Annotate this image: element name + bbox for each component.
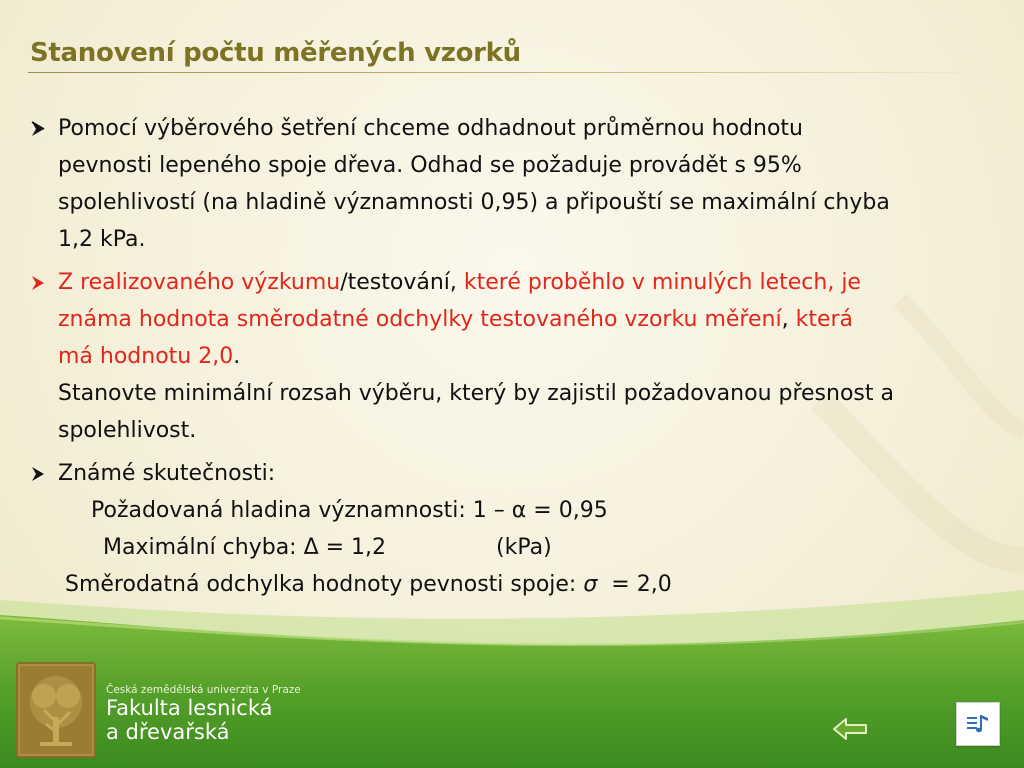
faculty-name-line-2: a dřevařská: [106, 720, 230, 744]
sigma-symbol: σ: [583, 572, 598, 597]
title-divider: [28, 72, 988, 73]
bullet-2-line-2: [58, 301, 1018, 338]
arrow-bullet-icon: [28, 455, 54, 492]
max-error-unit: (kPa): [496, 535, 552, 560]
bullet-1-line-1: Pomocí výběrového šetření chceme odhadnout průměrnou hodnotu: [58, 116, 803, 141]
known-fact-significance: Požadovaná hladina významnosti: 1 – α = 0,95: [91, 498, 608, 523]
back-button[interactable]: [832, 716, 870, 742]
max-error-label: Maximální chyba: Δ = 1,2: [103, 535, 387, 560]
bullet-2-line-1-black: /testování,: [340, 270, 464, 295]
std-dev-label: Směrodatná odchylka hodnoty pevnosti spoje:: [65, 572, 584, 597]
faculty-name-line-1: Fakulta lesnická: [106, 696, 273, 720]
known-facts-heading: Známé skutečnosti:: [58, 461, 276, 486]
university-name: Česká zemědělská univerzita v Praze: [106, 684, 301, 696]
bullet-2-line-3-black: .: [233, 344, 241, 369]
bullet-2-line-2-red: známa hodnota směrodatné odchylky testovaného vzorku měření: [58, 307, 782, 332]
bullet-item-1: [28, 110, 1018, 258]
document-button[interactable]: [956, 702, 1000, 746]
document-music-icon: [957, 703, 999, 745]
bullet-2-line-4: Stanovte minimální rozsah výběru, který by zajistil požadovanou přesnost a: [58, 381, 894, 406]
bullet-2-line-1-red-b: které proběhlo v minulých letech, je: [463, 270, 861, 295]
std-dev-value: = 2,0: [597, 572, 672, 597]
bullet-2-line-2-red-b: která: [795, 307, 854, 332]
tree-logo-icon: [16, 662, 96, 758]
faculty-logo-text: [106, 684, 301, 744]
bullet-1-line-3: spolehlivostí (na hladině významnosti 0,95) a připouští se maximální chyba: [58, 190, 890, 215]
bullet-2-line-3: [58, 338, 1018, 375]
arrow-bullet-icon: [28, 110, 54, 147]
bullet-1-line-4: 1,2 kPa.: [58, 227, 146, 252]
bullet-item-3: [28, 455, 1018, 603]
known-fact-max-error: [58, 529, 1018, 566]
bullet-2-line-1: [58, 264, 1018, 301]
bullet-2-line-5: spolehlivost.: [58, 418, 197, 443]
back-arrow-icon: [832, 716, 870, 742]
bullet-2-line-1-red-a: Z realizovaného výzkumu: [58, 270, 341, 295]
bullet-2-line-2-black: ,: [781, 307, 796, 332]
bullet-1-line-2: pevnosti lepeného spoje dřeva. Odhad se požaduje provádět s 95%: [58, 153, 802, 178]
tree-logo-graphic: [16, 662, 96, 758]
arrow-bullet-icon: [28, 264, 54, 301]
page-title: Stanovení počtu měřených vzorků: [30, 38, 521, 68]
bullet-item-2: [28, 264, 1018, 449]
known-fact-std-dev: [58, 566, 1018, 603]
bullet-2-line-3-red: má hodnotu 2,0: [58, 344, 234, 369]
slide-content: [28, 110, 1018, 609]
